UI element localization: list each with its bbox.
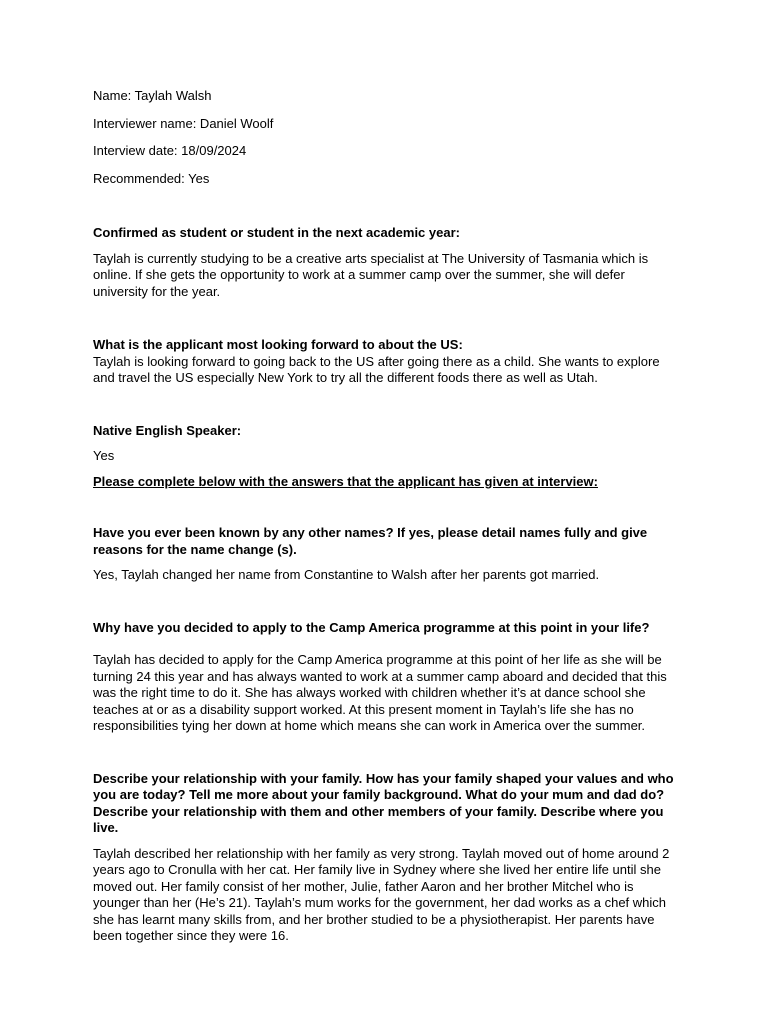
english-body: Yes <box>93 448 115 463</box>
family-body: Taylah described her relationship with her family as very strong. Taylah moved out of home around 2 years ago to Cronulla with her cat. Her family live in Sydney where she lived her entire life until she moved out. Her family consist of her mother, Julie, father Aaron and her brother Mitchel who is younger than her (He’s 21). Taylah’s mum works for the government, her dad works as a chef which she has learnt many skills from, and her brother studied to be a physiotherapist. Her parents have been together since they were 16. <box>93 845 670 943</box>
applicant-name: Name: Taylah Walsh <box>93 88 212 103</box>
names-heading: Have you ever been known by any other names? If yes, please detail names fully and give reasons for the name change (s). <box>93 525 648 557</box>
why-heading: Why have you decided to apply to the Camp America programme at this point in your life? <box>93 619 650 635</box>
interview-date: Interview date: 18/09/2024 <box>93 143 247 158</box>
interview-document <box>93 88 678 945</box>
interviewer-name: Interviewer name: Daniel Woolf <box>93 115 274 131</box>
student-heading: Confirmed as student or student in the next academic year: <box>93 225 460 240</box>
student-body: Taylah is currently studying to be a creative arts specialist at The University of Tasmania which is online. If she gets the opportunity to work at a summer camp over the summer, she will defer university for the year. <box>93 250 649 299</box>
recommended-status: Recommended: Yes <box>93 170 210 186</box>
names-body: Yes, Taylah changed her name from Constantine to Walsh after her parents got married. <box>93 567 600 582</box>
instructions-heading: Please complete below with the answers that the applicant has given at interview: <box>93 473 598 489</box>
english-heading: Native English Speaker: <box>93 422 242 438</box>
why-body: Taylah has decided to apply for the Camp America programme at this point of her life as she will be turning 24 this year and has always wanted to work at a summer camp aboard and decided that this was the right time to do it. She has always worked with children whether it’s at dance school she teaches at or as a disability support worked. At this present moment in Taylah’s life she has no responsibilities tying her down at home which means she can work in America over the summer. <box>93 652 667 733</box>
us-heading: What is the applicant most looking forward to about the US: <box>93 337 463 352</box>
family-heading: Describe your relationship with your family. How has your family shaped your values and who you are today? Tell me more about your family background. What do your mum and dad do? Describe your relationship with them and other members of your family. Describe where you live. <box>93 770 674 835</box>
us-body: Taylah is looking forward to going back to the US after going there as a child. She wants to explore and travel the US especially New York to try all the different foods there as well as Utah. <box>93 353 660 385</box>
